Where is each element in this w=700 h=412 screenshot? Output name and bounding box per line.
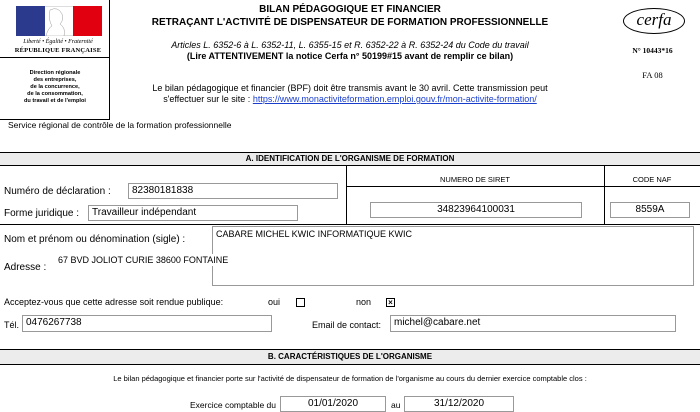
exercice-to-field[interactable]: 31/12/2020 — [404, 396, 514, 412]
direction-regionale: Direction régionale des entreprises, de la concurrence, de la consommation, du travail et de l'emploi — [24, 70, 86, 104]
section-a-header: A. IDENTIFICATION DE L'ORGANISME DE FORMATION — [0, 152, 700, 166]
oui-checkbox[interactable] — [296, 298, 305, 307]
section-b-intro: Le bilan pédagogique et financier porte sur l'activité de dispensateur de formation de l'organisme au cours du dernier exercice comptable clos : — [113, 374, 587, 383]
adresse-field[interactable]: 67 BVD JOLIOT CURIE 38600 FONTAINE — [56, 254, 476, 266]
form-code: FA 08 — [642, 70, 663, 80]
siret-header-line — [346, 186, 700, 187]
non-label: non — [356, 297, 372, 307]
declaration-label: Numéro de déclaration : — [4, 186, 111, 197]
form-title-line2: RETRAÇANT L'ACTIVITÉ DE DISPENSATEUR DE FORMATION PROFESSIONNELLE — [151, 17, 549, 28]
naf-field[interactable]: 8559A — [610, 202, 690, 218]
siret-header: NUMERO DE SIRET — [439, 175, 510, 184]
notice-reference: (Lire ATTENTIVEMENT la notice Cerfa n° 50199#15 avant de remplir ce bilan) — [186, 51, 514, 61]
cerfa-logo: cerfa — [623, 8, 685, 34]
au-label: au — [391, 400, 401, 410]
exercice-from-field[interactable]: 01/01/2020 — [280, 396, 386, 412]
republic-name: RÉPUBLIQUE FRANÇAISE — [14, 47, 102, 54]
siret-field[interactable]: 34823964100031 — [370, 202, 582, 218]
service-label: Service régional de contrôle de la formation professionnelle — [8, 120, 232, 130]
adresse-label: Adresse : — [4, 262, 47, 273]
non-checkbox[interactable]: × — [386, 298, 395, 307]
section-b-header: B. CARACTÉRISTIQUES DE L'ORGANISME — [0, 349, 700, 365]
tel-label: Tél. — [4, 320, 20, 330]
publish-question: Acceptez-vous que cette adresse soit rendue publique: — [4, 297, 224, 307]
naf-header: CODE NAF — [632, 175, 672, 184]
nom-field[interactable]: CABARE MICHEL KWIC INFORMATIQUE KWIC — [212, 226, 694, 286]
juridique-label: Forme juridique : — [4, 208, 80, 219]
juridique-field[interactable]: Travailleur indépendant — [88, 205, 298, 221]
nom-label: Nom et prénom ou dénomination (sigle) : — [4, 234, 186, 245]
row-divider-1 — [0, 224, 700, 225]
transmission-info: Le bilan pédagogique et financier (BPF) doit être transmis avant le 30 avril. Cette transmission peut s'effectuer sur le site : https://www.monactiviteformation.emploi.gouv.fr/mon-activite-formation/ — [152, 83, 548, 104]
oui-label: oui — [268, 297, 281, 307]
tel-field[interactable]: 0476267738 — [22, 315, 272, 332]
logo-divider — [0, 57, 110, 58]
articles-reference: Articles L. 6352-6 à L. 6352-11, L. 6355-15 et R. 6352-22 à R. 6352-24 du Code du travail — [171, 40, 529, 50]
form-title-line1: BILAN PÉDAGOGIQUE ET FINANCIER — [259, 4, 441, 15]
republic-motto: Liberté • Égalité • Fraternité — [23, 39, 93, 45]
cerfa-number: N° 10443*16 — [632, 46, 673, 55]
mon-activite-link[interactable]: https://www.monactiviteformation.emploi.gouv.fr/mon-activite-formation/ — [252, 94, 537, 104]
email-label: Email de contact: — [312, 320, 382, 330]
declaration-field[interactable]: 82380181838 — [128, 183, 338, 199]
exercice-label: Exercice comptable du — [190, 400, 276, 410]
marianne-icon — [36, 6, 76, 36]
email-field[interactable]: michel@cabare.net — [390, 315, 676, 332]
